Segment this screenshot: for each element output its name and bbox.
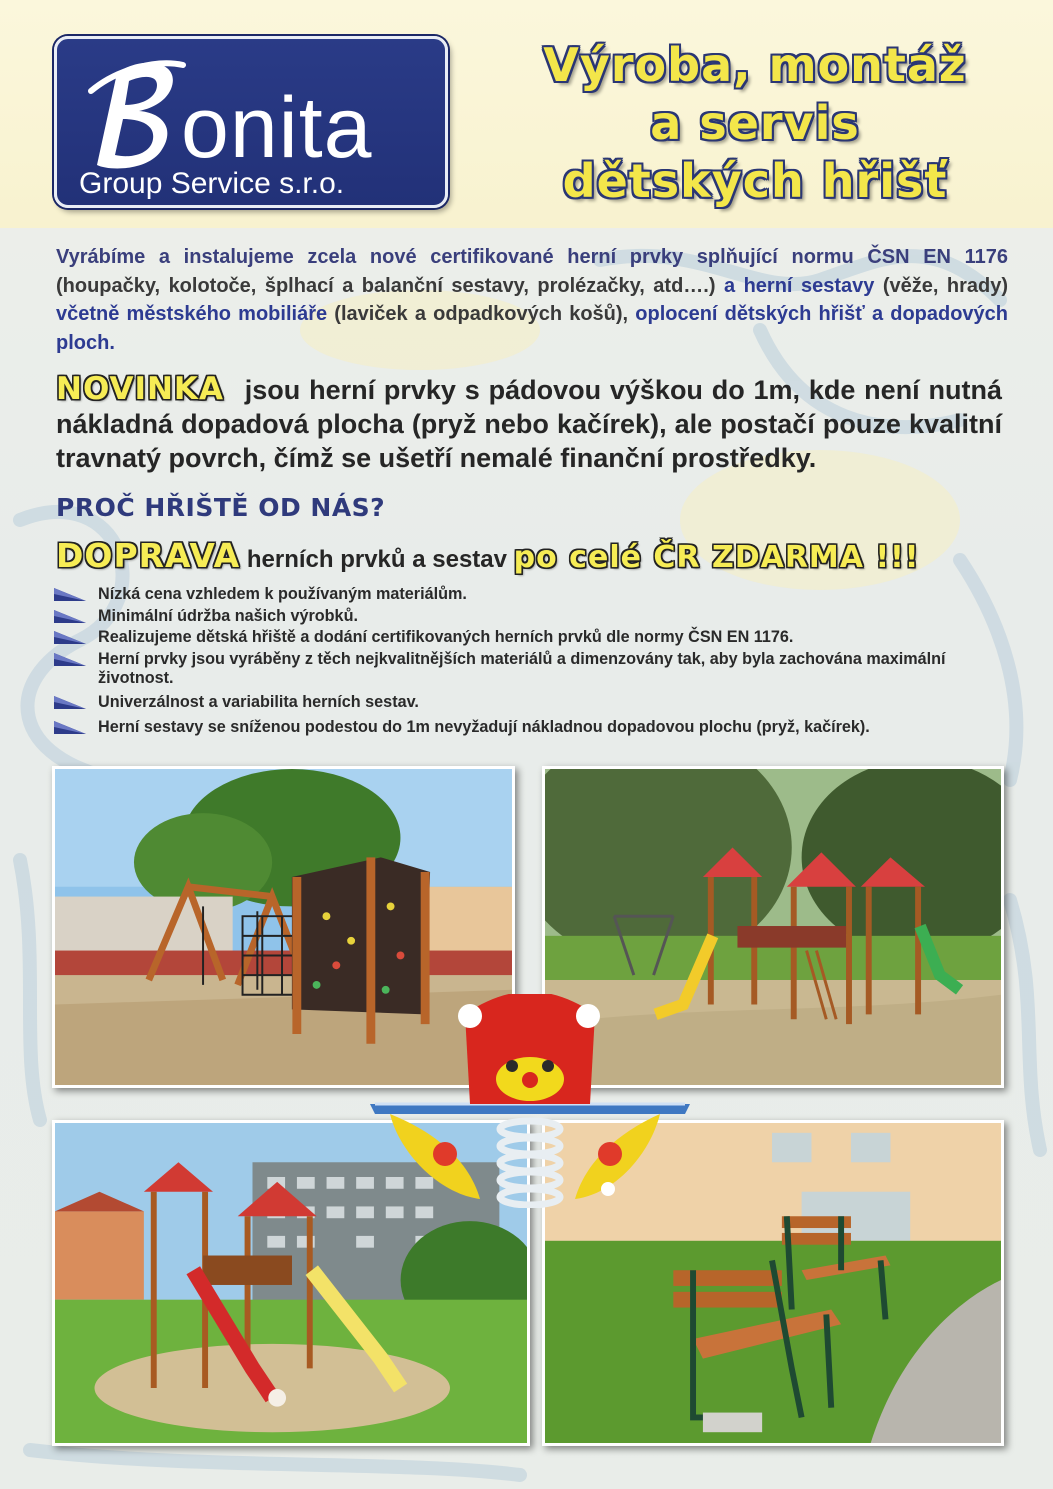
triangle-bullet-icon (52, 610, 88, 624)
intro-part-1: Vyrábíme a instalujeme zcela nové certifikované herní prvky splňující normu ČSN EN 1176 (56, 246, 1008, 268)
list-item-text: Univerzálnost a variabilita herních sestav. (98, 692, 419, 711)
intro-part-5: včetně městského mobiliáře (56, 303, 328, 325)
company-logo (54, 36, 448, 208)
intro-part-6: (laviček a odpadkových košů), (334, 303, 629, 325)
doprava-line (56, 536, 1016, 580)
why-title: PROČ HŘIŠTĚ OD NÁS? (56, 493, 386, 522)
list-item-text: Herní prvky jsou vyráběny z těch nejkvalitnějších materiálů a dimenzovány tak, aby byla zachována maximální životnost. (98, 649, 946, 687)
list-item (52, 650, 1012, 689)
doprava-label: DOPRAVA (56, 536, 241, 575)
triangle-bullet-icon (52, 653, 88, 667)
benefits-list (52, 585, 1012, 740)
novinka-label: NOVINKA (56, 371, 224, 407)
novinka-text: jsou herní prvky s pádovou výškou do 1m, kde není nutná nákladná dopadová plocha (pryž nebo kačírek), ale postačí pouze kvalitní travnatý povrch, čímž se ušetří nemalé finanční prostředky. (56, 375, 1002, 473)
list-item (52, 628, 1012, 648)
headline-line-2: a servis (650, 96, 860, 150)
intro-part-3: a herní sestavy (723, 274, 875, 297)
headline-line-1: Výroba, montáž (543, 38, 967, 92)
logo-subtitle: Group Service s.r.o. (79, 167, 345, 200)
intro-part-4: (věže, hrady) (882, 274, 1009, 297)
intro-paragraph (56, 243, 1008, 357)
triangle-bullet-icon (52, 588, 88, 602)
list-item-text: Herní sestavy se sníženou podestou do 1m nevyžadují nákladnou dopadovou plochu (pryž, kačírek). (98, 718, 870, 736)
triangle-bullet-icon (52, 631, 88, 645)
novinka-paragraph (56, 372, 1002, 475)
triangle-bullet-icon (52, 721, 88, 735)
intro-part-2: (houpačky, kolotoče, šplhací a balanční sestavy, prolézačky, atd….) (56, 274, 716, 297)
doprava-highlight: po celé ČR ZDARMA !!! (513, 540, 920, 575)
list-item (52, 607, 1012, 627)
intro-part-7: oplocení dětských hřišť a dopadových ploch. (56, 303, 1009, 354)
list-item-text: Realizujeme dětská hřiště a dodání certifikovaných herních prvků dle normy ČSN EN 1176. (98, 628, 794, 646)
logo-wordmark: onita (181, 80, 373, 176)
list-item (52, 693, 1012, 713)
spring-rider-toy-illustration (360, 994, 698, 1208)
list-item (52, 585, 1012, 605)
list-item-text: Nízká cena vzhledem k používaným materiálům. (98, 585, 467, 603)
list-item (52, 718, 1012, 738)
logo-b-mark-icon (87, 51, 187, 177)
list-item-text: Minimální údržba našich výrobků. (98, 606, 358, 625)
headline (470, 36, 1040, 210)
headline-line-3: dětských hřišť (562, 154, 948, 208)
doprava-text: herních prvků a sestav (246, 546, 507, 573)
triangle-bullet-icon (52, 696, 88, 710)
